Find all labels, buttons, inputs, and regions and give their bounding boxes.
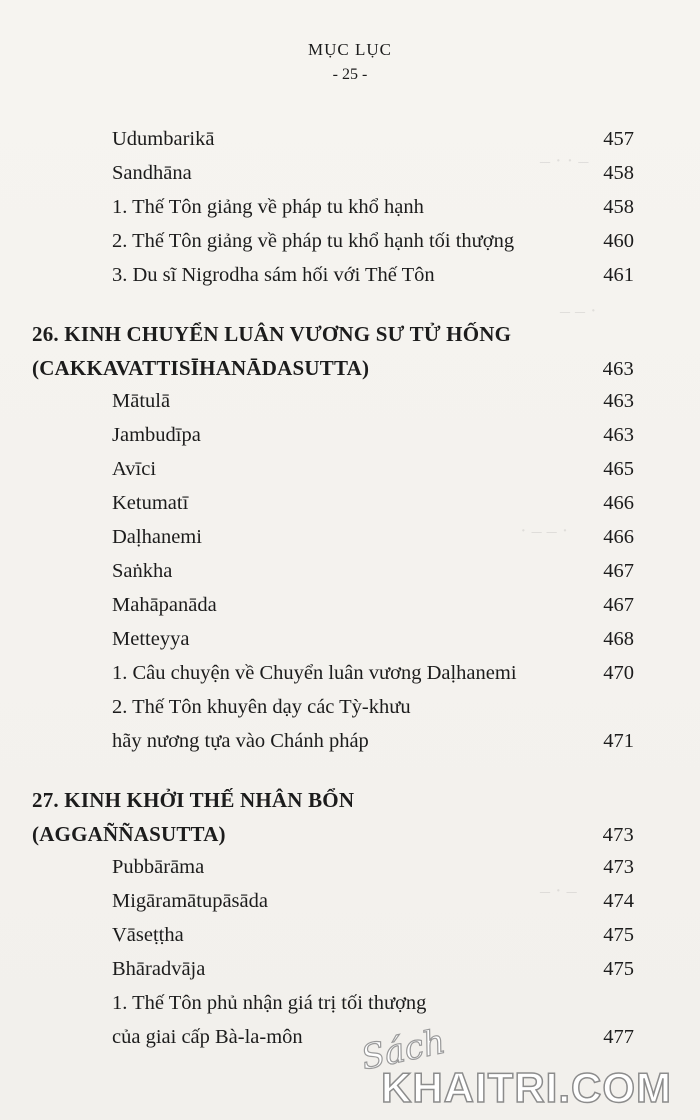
toc-entry-label: Migāramātupāsāda: [112, 890, 268, 912]
toc-entry-page: 471: [603, 730, 634, 752]
section-page: 473: [602, 824, 634, 846]
toc-entry-label: 2. Thế Tôn giảng về pháp tu khổ hạnh tối thượng: [112, 230, 515, 252]
toc-entry-page: 458: [603, 162, 634, 184]
toc-entry: [112, 890, 634, 924]
toc-entry-page: 465: [603, 458, 634, 480]
watermark-script: Sách: [358, 1021, 450, 1079]
table-of-contents: [32, 128, 634, 1060]
toc-entry-label: Vāseṭṭha: [112, 924, 184, 946]
toc-entry: [112, 162, 634, 196]
toc-entry-page: 458: [603, 196, 634, 218]
toc-entry: [112, 264, 634, 298]
toc-entry-label: Metteyya: [112, 628, 190, 650]
toc-entry: [112, 526, 634, 560]
toc-entry-label: Pubbārāma: [112, 856, 205, 878]
section-page: 463: [602, 358, 634, 380]
toc-entry-page: 460: [603, 230, 634, 252]
page-header: [0, 40, 700, 84]
section-title-line: [32, 322, 634, 356]
toc-entry-label: 2. Thế Tôn khuyên dạy các Tỳ-khưu: [112, 696, 411, 718]
toc-entry: [112, 662, 634, 696]
toc-entry-label: của giai cấp Bà-la-môn: [112, 1026, 303, 1048]
toc-entry-page: 463: [603, 390, 634, 412]
toc-entry: [112, 424, 634, 458]
toc-entry: [112, 594, 634, 628]
section-subtitle: (AGGAÑÑASUTTA): [32, 822, 226, 846]
toc-entry-page: 466: [603, 492, 634, 514]
section-subtitle-line: [32, 356, 634, 390]
toc-entry-page: 468: [603, 628, 634, 650]
toc-entry-label: Daḷhanemi: [112, 526, 202, 548]
section-heading-27: [32, 788, 634, 856]
toc-entry-page: 461: [603, 264, 634, 286]
toc-entry-label: 1. Câu chuyện về Chuyển luân vương Daḷhanemi: [112, 662, 517, 684]
toc-entry-page: 470: [603, 662, 634, 684]
toc-entry-label: 3. Du sĩ Nigrodha sám hối với Thế Tôn: [112, 264, 435, 286]
toc-entry: [112, 696, 634, 730]
toc-entry: [112, 730, 634, 764]
toc-entry-label: Saṅkha: [112, 560, 173, 582]
toc-entry-label: Udumbarikā: [112, 128, 215, 150]
section-title: 27. KINH KHỞI THẾ NHÂN BỔN: [32, 788, 355, 812]
toc-entry: [112, 230, 634, 264]
toc-entry: [112, 196, 634, 230]
toc-entry: [112, 492, 634, 526]
toc-entry-page: 467: [603, 560, 634, 582]
section-title: 26. KINH CHUYỂN LUÂN VƯƠNG SƯ TỬ HỐNG: [32, 322, 512, 346]
page-number: - 25 -: [332, 66, 368, 83]
toc-entry-page: 467: [603, 594, 634, 616]
toc-entry-page: 475: [603, 924, 634, 946]
toc-entry-label: Avīci: [112, 458, 157, 480]
toc-entry-label: 1. Thế Tôn giảng về pháp tu khổ hạnh: [112, 196, 424, 218]
section-heading-26: [32, 322, 634, 390]
toc-entry-label: Sandhāna: [112, 162, 192, 184]
toc-entry-label: Ketumatī: [112, 492, 189, 514]
toc-entry-label: 1. Thế Tôn phủ nhận giá trị tối thượng: [112, 992, 427, 1014]
bleed-through-texture: ‒ · · ‒ ‒ ‒ · · ‒ ‒ · ‒ · ‒: [520, 150, 597, 902]
toc-entry: [112, 458, 634, 492]
toc-entry-label: Mahāpanāda: [112, 594, 217, 616]
toc-entry: [112, 128, 634, 162]
toc-entry-page: 477: [603, 1026, 634, 1048]
toc-entry-page: 457: [603, 128, 634, 150]
toc-entry: [112, 1026, 634, 1060]
toc-entry-label: Mātulā: [112, 390, 171, 412]
toc-entry: [112, 390, 634, 424]
toc-entry: [112, 992, 634, 1026]
section-subtitle-line: [32, 822, 634, 856]
toc-entry: [112, 958, 634, 992]
toc-entry: [112, 560, 634, 594]
page-title: MỤC LỤC: [308, 40, 392, 59]
toc-entry: [112, 628, 634, 662]
toc-entry-label: hãy nương tựa vào Chánh pháp: [112, 730, 369, 752]
toc-entry-page: 466: [603, 526, 634, 548]
toc-entry: [112, 856, 634, 890]
section-subtitle: (CAKKAVATTISĪHANĀDASUTTA): [32, 356, 370, 380]
toc-entry-page: 473: [603, 856, 634, 878]
toc-entry-page: 475: [603, 958, 634, 980]
toc-entry-page: 474: [603, 890, 634, 912]
toc-entry: [112, 924, 634, 958]
section-title-line: [32, 788, 634, 822]
toc-entry-label: Bhāradvāja: [112, 958, 206, 980]
watermark-logo: KHAITRI.COM: [381, 1064, 672, 1111]
toc-entry-label: Jambudīpa: [112, 424, 201, 446]
toc-entry-page: 463: [603, 424, 634, 446]
